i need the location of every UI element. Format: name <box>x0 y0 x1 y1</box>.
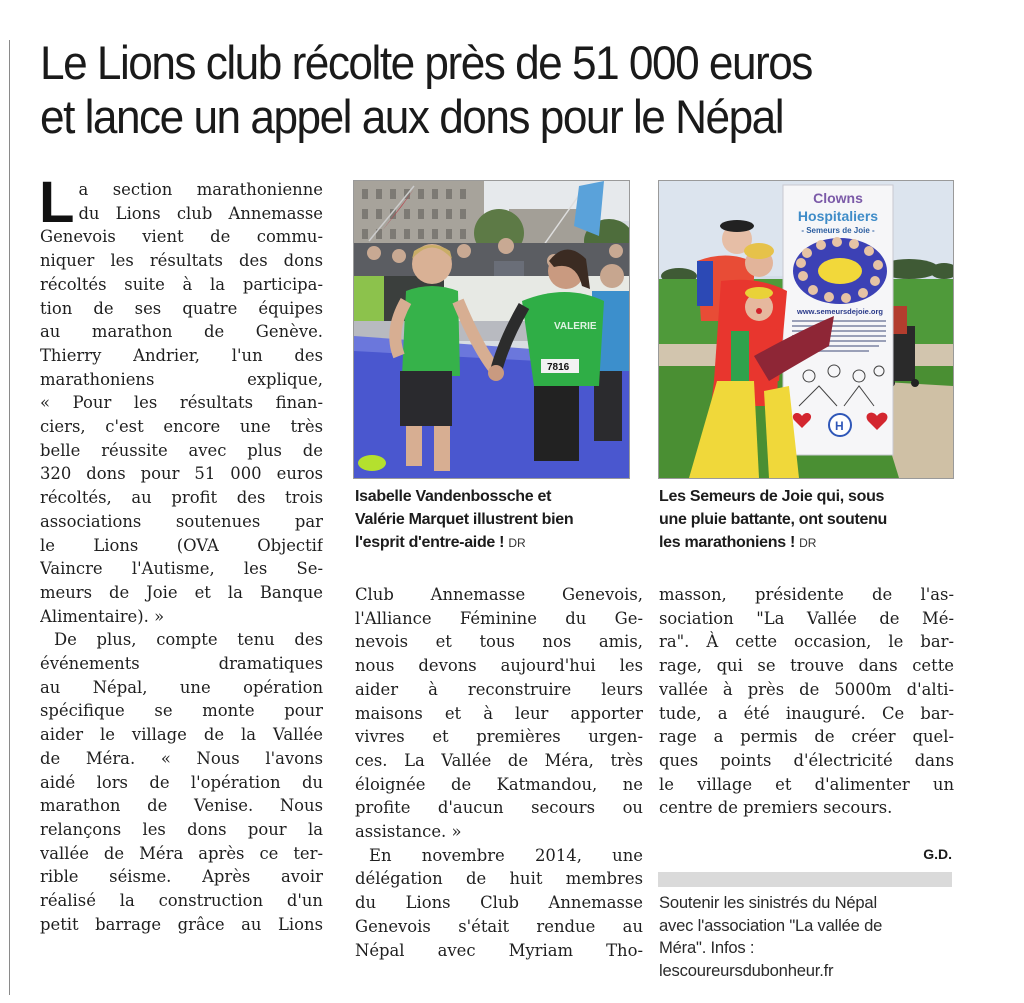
info-link[interactable]: lescoureursdubonheur.fr <box>659 960 834 980</box>
headline <box>40 36 886 144</box>
text-line: ciers, c'est encore une très <box>40 417 323 437</box>
text-line: Alimentaire). » <box>40 606 165 626</box>
text-line: relançons les dons pour la <box>40 819 323 839</box>
bib-name: VALERIE <box>554 321 597 332</box>
text-line: nous devons aujourd'hui les <box>355 656 643 676</box>
text-line: aidé lors de l'opération du <box>40 772 323 792</box>
info-line: avec l'association "La vallée de <box>659 915 883 935</box>
text-line: marathon de Venise. Nous <box>40 796 323 816</box>
text-line: récoltés, au profit des trois <box>40 488 323 508</box>
text-line: ces. La Vallée de Méra, très <box>355 750 643 770</box>
text-line: ra". À cette occasion, le bar- <box>659 632 954 652</box>
text-line: maisons et à leur apporter <box>355 703 643 723</box>
text-line: Népal avec Myriam Tho- <box>355 940 643 960</box>
text-line: « Pour les résultats finan- <box>40 393 323 413</box>
caption-line: l'esprit d'entre-aide ! <box>355 534 505 551</box>
text-line: masson, présidente de l'as- <box>659 585 954 604</box>
text-line: le Lions (OVA Objectif <box>40 535 323 555</box>
text-line: assistance. » <box>355 822 462 842</box>
text-line: 320 dons pour 51 000 euros <box>40 464 323 484</box>
text-line: marathoniens explique, <box>40 369 323 389</box>
banner-url: www.semeursdejoie.org <box>797 307 883 316</box>
article-column-1 <box>39 170 323 937</box>
text-line: délégation de huit membres <box>355 869 643 889</box>
text-line: au marathon de Genève. <box>40 322 323 342</box>
caption-line: Les Semeurs de Joie qui, sous <box>659 488 885 505</box>
photo-clowns <box>658 180 954 479</box>
infobox-divider <box>658 872 952 887</box>
text-line: sociation "La Vallée de Mé- <box>659 608 954 628</box>
text-line: l'Alliance Féminine du Ge- <box>355 608 643 628</box>
caption-line: Valérie Marquet illustrent bien <box>355 511 574 528</box>
text-line: Genevois s'était rendue au <box>355 916 643 936</box>
column-rule <box>9 40 10 995</box>
text-line: Genevois vient de commu- <box>40 227 323 247</box>
text-line: du Lions Club Annemasse <box>355 893 643 913</box>
text-line: a section marathonienne <box>78 180 323 199</box>
text-line: Vaincre l'Autisme, les Se- <box>40 559 323 579</box>
text-line: vivres et premières urgen- <box>355 727 643 747</box>
text-line: au Népal, une opération <box>40 677 323 697</box>
text-line: du Lions club Annemasse <box>78 203 323 223</box>
headline-line-2: et lance un appel aux dons pour le Népal <box>40 90 784 143</box>
text-line: événements dramatiques <box>40 654 323 674</box>
text-line: ques points d'électricité dans <box>659 750 954 770</box>
text-line: réalisé la construction d'un <box>40 891 323 911</box>
banner-title-1: Clowns <box>813 190 863 206</box>
text-line: Thierry Andrier, l'un des <box>40 345 323 365</box>
text-line: aider à reconstruire leurs <box>355 679 643 699</box>
drop-cap: L <box>39 170 75 235</box>
text-line: rage a permis de créer quel- <box>659 727 954 747</box>
text-line: belle réussite avec plus de <box>40 440 323 460</box>
text-line: profite d'aucun secours ou <box>355 798 643 818</box>
text-line: petit barrage grâce au Lions <box>40 914 323 934</box>
caption-line: Isabelle Vandenbossche et <box>355 488 552 505</box>
text-line: de Méra. « Nous l'avons <box>40 748 323 768</box>
text-line: vallée de Méra après ce ter- <box>40 843 323 863</box>
text-line: récoltés suite à la participa- <box>40 274 323 294</box>
bib-number: 7816 <box>547 362 570 373</box>
text-line: tion de ses quatre équipes <box>40 298 323 318</box>
text-line: De plus, compte tenu des <box>54 630 323 650</box>
text-line: aider le village de la Vallée <box>40 725 323 745</box>
banner-title-2: Hospitaliers <box>797 208 879 224</box>
text-line: meurs de Joie et la Banque <box>40 582 323 602</box>
caption-line: les marathoniens ! <box>659 534 795 551</box>
article-column-2 <box>355 583 643 962</box>
info-line: Soutenir les sinistrés du Népal <box>659 893 877 912</box>
photo-runners <box>353 180 630 479</box>
text-line: En novembre 2014, une <box>369 845 643 865</box>
text-line: nevois et tous nos amis, <box>355 632 643 652</box>
photo-caption-runners <box>355 485 645 555</box>
caption-line: une pluie battante, ont soutenu <box>659 511 888 528</box>
text-line: niquer les résultats des dons <box>40 251 323 271</box>
headline-line-1: Le Lions club récolte près de 51 000 euros <box>40 36 812 89</box>
text-line: éloignée de Katmandou, ne <box>355 774 643 794</box>
text-line: rible séisme. Après avoir <box>40 867 323 887</box>
text-line: tude, a été inauguré. Ce bar- <box>659 703 954 723</box>
info-box <box>659 892 959 982</box>
text-line: spécifique se monte pour <box>40 701 323 721</box>
article-column-3 <box>659 583 954 820</box>
photo-credit: DR <box>508 536 526 550</box>
author-byline: G.D. <box>923 846 952 862</box>
text-line: rage, qui se trouve dans cette <box>659 656 954 676</box>
photo-credit: DR <box>799 536 817 550</box>
text-line: vallée à près de 5000m d'alti- <box>659 679 954 699</box>
text-line: associations soutenues par <box>40 511 323 531</box>
text-line: le village et d'alimenter un <box>659 774 954 794</box>
text-line: centre de premiers secours. <box>659 798 893 818</box>
photo-caption-clowns <box>659 485 959 555</box>
banner-subtitle: - Semeurs de Joie - <box>801 226 875 235</box>
info-line: Méra". Infos : <box>659 938 755 957</box>
svg-text:H: H <box>835 419 844 433</box>
text-line: Club Annemasse Genevois, <box>355 585 643 604</box>
